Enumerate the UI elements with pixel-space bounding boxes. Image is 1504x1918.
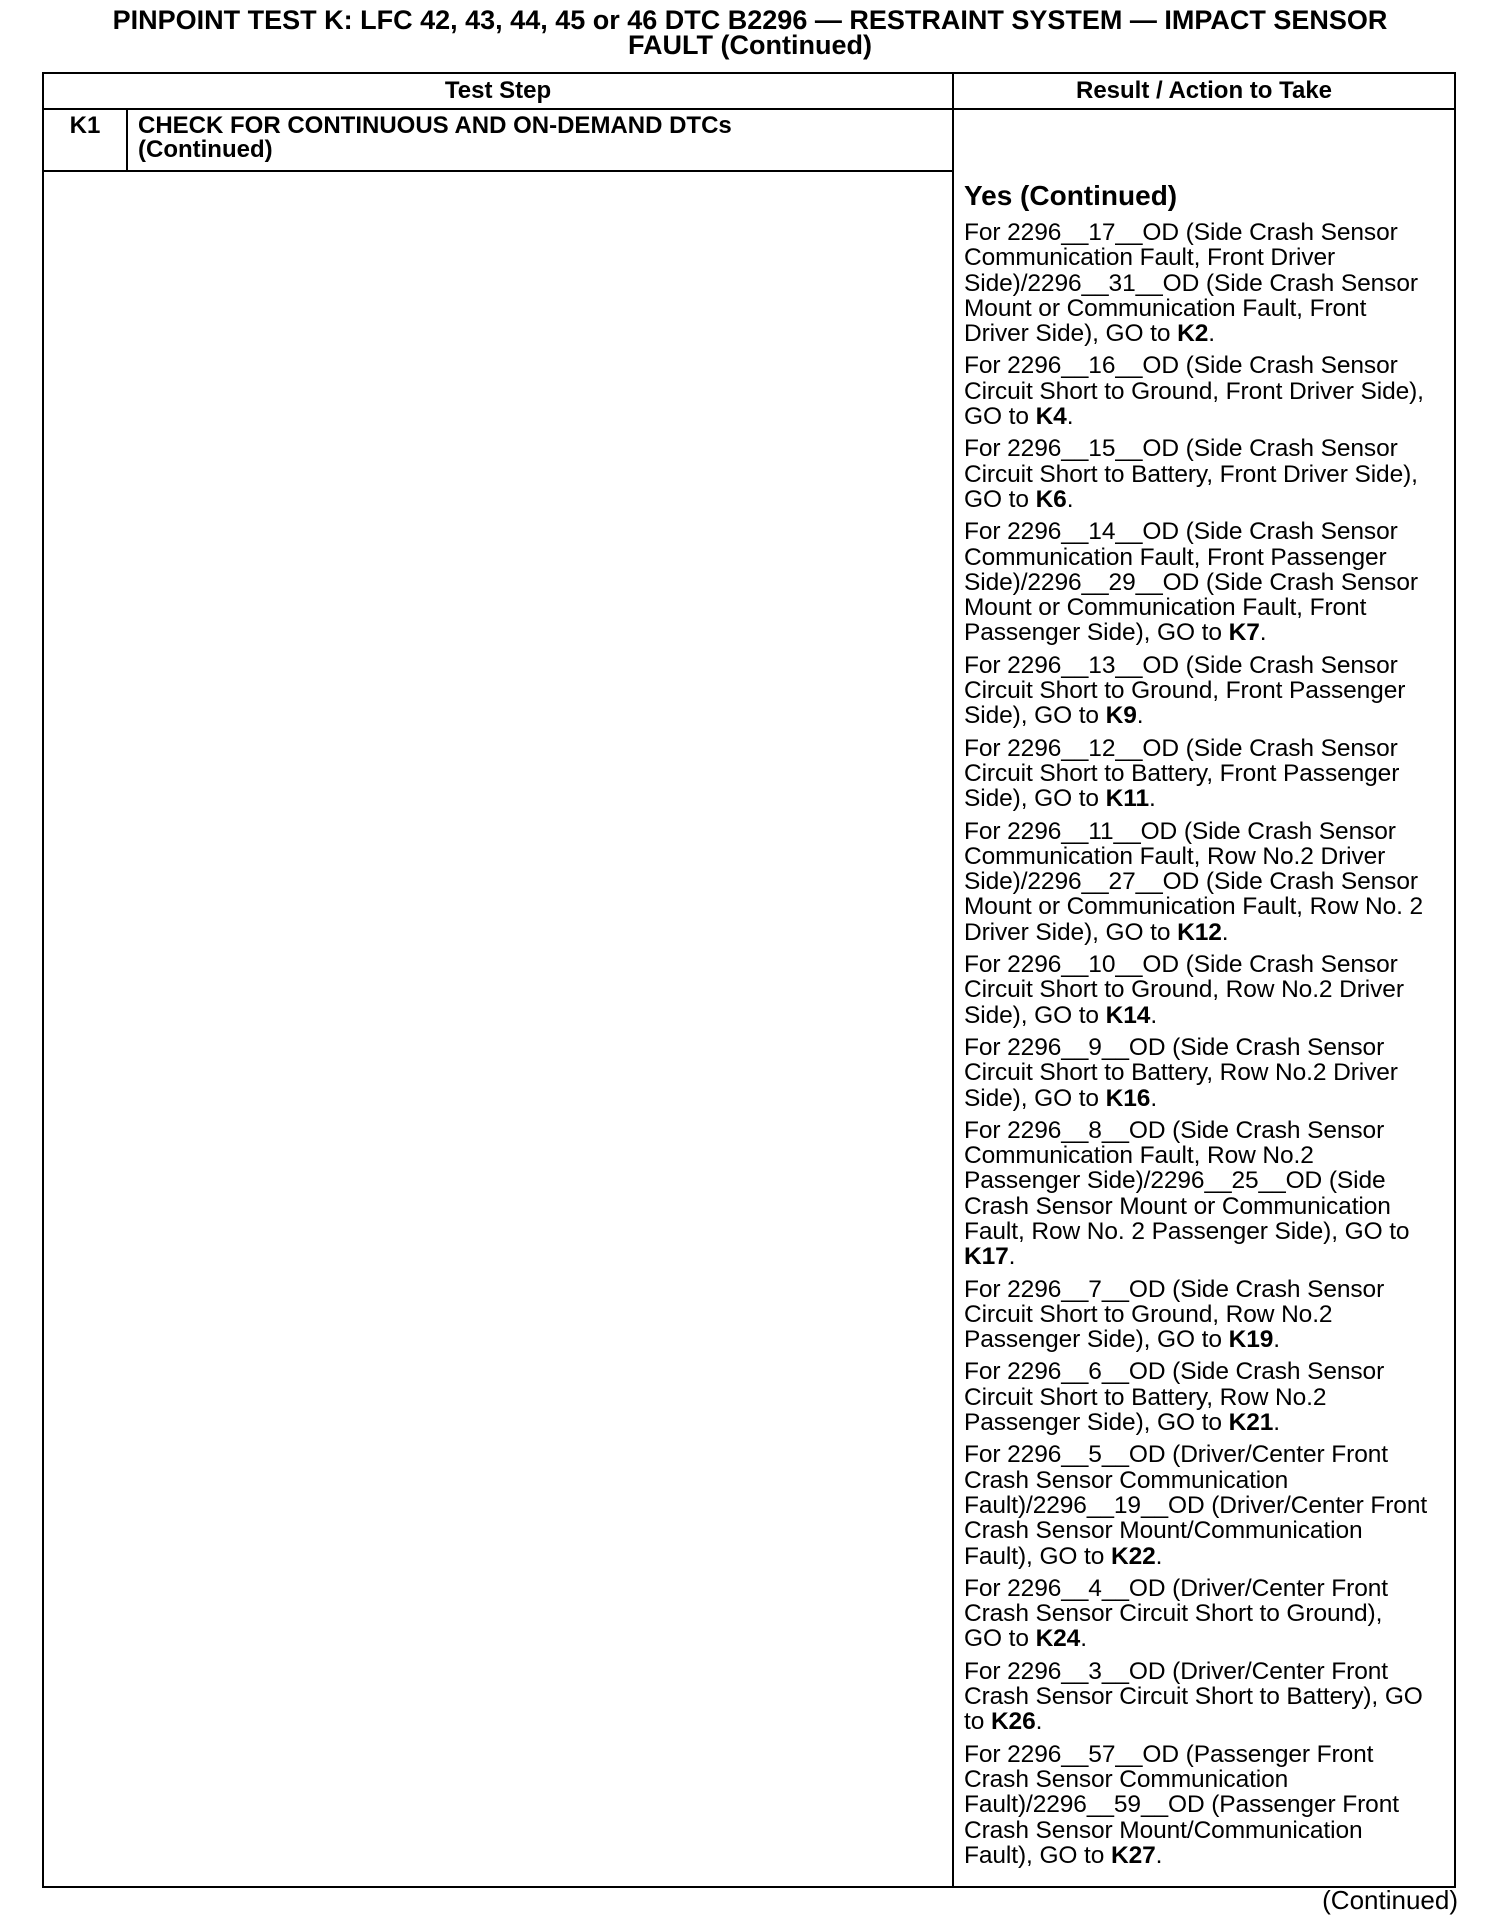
- result-entry-line: Driver Side), GO to K2.: [964, 320, 1215, 348]
- result-entry-text: Side), GO to: [964, 785, 1106, 813]
- result-entry-line: GO to K6.: [964, 485, 1074, 513]
- result-entry-text: Crash Sensor Circuit Short to Battery), GO: [964, 1683, 1423, 1711]
- result-entry-line: [964, 678, 1452, 703]
- result-entry-text: Circuit Short to Ground, Row No.2: [964, 1300, 1333, 1328]
- result-entry-text: For 2296__11__OD (Side Crash Sensor: [964, 817, 1396, 845]
- result-entry-text: Passenger Side), GO to: [964, 1409, 1229, 1437]
- result-entry-text: Side)/2296__29__OD (Side Crash Sensor: [964, 568, 1418, 596]
- result-entry-line: Fault), GO to K22.: [964, 1542, 1163, 1570]
- result-entry-text: Side), GO to: [964, 1001, 1106, 1029]
- result-entry-line: [964, 1359, 1452, 1384]
- step-id: K1: [69, 112, 101, 139]
- column-divider: [952, 74, 954, 1886]
- result-entry-line: [964, 869, 1452, 894]
- result-entry-line: Driver Side), GO to K12.: [964, 918, 1229, 946]
- result-entry: [964, 220, 1452, 346]
- result-entry: [964, 1659, 1452, 1735]
- title-line-1: PINPOINT TEST K: LFC 42, 43, 44, 45 or 46 DTC B2296 — RESTRAINT SYSTEM — IMPACT SENSOR: [112, 5, 1388, 35]
- go-to-step-ref: K6: [1035, 485, 1067, 513]
- result-entry-line: [964, 653, 1452, 678]
- go-to-step-ref: K4: [1035, 403, 1067, 431]
- result-entry-text: For 2296__9__OD (Side Crash Sensor: [964, 1033, 1385, 1061]
- result-entry-text: Driver Side), GO to: [964, 918, 1178, 946]
- result-entry-text: For 2296__4__OD (Driver/Center Front: [964, 1574, 1388, 1602]
- result-entry-text: For 2296__16__OD (Side Crash Sensor: [964, 352, 1398, 380]
- go-to-step-ref: K11: [1105, 785, 1149, 813]
- result-entry-text: For 2296__14__OD (Side Crash Sensor: [964, 518, 1398, 546]
- result-entry-text: Mount or Communication Fault, Row No. 2: [964, 893, 1424, 921]
- result-entry: [964, 1742, 1452, 1868]
- result-entry-text: For 2296__8__OD (Side Crash Sensor: [964, 1116, 1385, 1144]
- go-to-step-ref: K22: [1111, 1542, 1156, 1570]
- result-entry: [964, 1359, 1452, 1435]
- result-entry-line: [964, 245, 1452, 270]
- result-entry-line: Side), GO to K16.: [964, 1084, 1158, 1112]
- result-entry-text: Fault), GO to: [964, 1542, 1111, 1570]
- result-entry-line: [964, 296, 1452, 321]
- result-entry-text: GO to: [964, 485, 1036, 513]
- result-entry-line: [964, 462, 1452, 487]
- result-entry-line: [964, 1576, 1452, 1601]
- go-to-step-ref: K17: [964, 1243, 1009, 1271]
- result-entry-line: [964, 379, 1452, 404]
- go-to-step-ref: K27: [1111, 1841, 1156, 1869]
- result-entry-text: Passenger Side), GO to: [964, 619, 1229, 647]
- result-heading: Yes (Continued): [964, 180, 1178, 211]
- go-to-step-ref: K2: [1177, 320, 1209, 348]
- result-entry-text: For 2296__10__OD (Side Crash Sensor: [964, 951, 1398, 979]
- step-title: [138, 114, 938, 162]
- result-entry-line: [964, 1792, 1452, 1817]
- result-entry-text: For 2296__6__OD (Side Crash Sensor: [964, 1358, 1385, 1386]
- result-entry-line: [964, 545, 1452, 570]
- result-entry-line: [964, 1468, 1452, 1493]
- result-entry-text: Driver Side), GO to: [964, 320, 1178, 348]
- result-entry-text: Crash Sensor Circuit Short to Ground),: [964, 1600, 1383, 1628]
- go-to-step-ref: K21: [1228, 1409, 1274, 1437]
- result-entry-line: [964, 1168, 1452, 1193]
- go-to-step-ref: K16: [1105, 1084, 1151, 1112]
- result-entry-line: K17.: [964, 1243, 1016, 1271]
- result-entry: [964, 436, 1452, 512]
- result-entry-text: Circuit Short to Battery, Row No.2: [964, 1383, 1327, 1411]
- result-entry-line: Side), GO to K14.: [964, 1001, 1158, 1029]
- result-entry: [964, 1576, 1452, 1652]
- result-entry-text: Communication Fault, Front Driver: [964, 244, 1336, 272]
- result-entry-text: Mount or Communication Fault, Front: [964, 294, 1367, 322]
- step-id-divider: [126, 110, 128, 170]
- result-entry-text: Fault)/2296__59__OD (Passenger Front: [964, 1791, 1399, 1819]
- result-entry-line: [964, 1143, 1452, 1168]
- go-to-step-ref: K24: [1035, 1625, 1081, 1653]
- go-to-step-ref: K26: [990, 1708, 1036, 1736]
- go-to-step-ref: K9: [1105, 702, 1137, 730]
- result-entry-text: Fault, Row No. 2 Passenger Side), GO to: [964, 1217, 1410, 1245]
- result-entry: [964, 353, 1452, 429]
- result-entry-text: Side), GO to: [964, 1084, 1106, 1112]
- continued-note: (Continued): [1322, 1885, 1458, 1915]
- result-entry: [964, 1442, 1452, 1568]
- result-entry-text: to: [964, 1708, 991, 1736]
- result-entry-text: Mount or Communication Fault, Front: [964, 594, 1367, 622]
- result-entry-text: Circuit Short to Ground, Row No.2 Driver: [964, 976, 1404, 1004]
- result-entry-text: For 2296__7__OD (Side Crash Sensor: [964, 1275, 1385, 1303]
- result-entry-line: [964, 1742, 1452, 1767]
- result-entry-line: [964, 761, 1452, 786]
- result-entry-line: to K26.: [964, 1708, 1043, 1736]
- result-entry-line: [964, 1767, 1452, 1792]
- result-entry-text: Crash Sensor Mount or Communication: [964, 1192, 1391, 1220]
- result-entry: [964, 819, 1452, 945]
- result-entry-text: For 2296__5__OD (Driver/Center Front: [964, 1441, 1388, 1469]
- result-entry-text: Crash Sensor Communication: [964, 1765, 1289, 1793]
- result-entry-line: [964, 1601, 1452, 1626]
- result-entry-text: For 2296__12__OD (Side Crash Sensor: [964, 734, 1398, 762]
- result-entry-text: Communication Fault, Row No.2: [964, 1142, 1314, 1170]
- result-entry-text: Communication Fault, Front Passenger: [964, 543, 1387, 571]
- result-entry-line: Passenger Side), GO to K19.: [964, 1326, 1280, 1354]
- result-entry-line: [964, 1118, 1452, 1143]
- result-entry: [964, 519, 1452, 645]
- result-entry-text: For 2296__3__OD (Driver/Center Front: [964, 1657, 1388, 1685]
- result-entry-line: [964, 220, 1452, 245]
- result-entry: [964, 736, 1452, 812]
- go-to-step-ref: K14: [1105, 1001, 1151, 1029]
- result-entry-text: Crash Sensor Mount/Communication: [964, 1816, 1363, 1844]
- result-entry-line: Side), GO to K9.: [964, 702, 1144, 730]
- title-line-2: FAULT (Continued): [628, 30, 872, 60]
- header-test-step: Test Step: [444, 77, 552, 104]
- result-entry-text: Circuit Short to Ground, Front Passenger: [964, 677, 1406, 705]
- result-entry-text: GO to: [964, 403, 1036, 431]
- step-title-line-2: (Continued): [138, 136, 273, 163]
- result-entry: [964, 1035, 1452, 1111]
- result-entry-line: [964, 952, 1452, 977]
- result-entry-line: [964, 1277, 1452, 1302]
- step-row-divider: [44, 170, 954, 172]
- result-entry-line: [964, 1035, 1452, 1060]
- go-to-step-ref: K19: [1228, 1326, 1274, 1354]
- result-entry-line: [964, 1060, 1452, 1085]
- result-entry-line: [964, 1518, 1452, 1543]
- result-entry-line: [964, 1659, 1452, 1684]
- header-result-action: Result / Action to Take: [1075, 77, 1333, 104]
- result-entry-text: For 2296__57__OD (Passenger Front: [964, 1740, 1374, 1768]
- result-entry-line: [964, 353, 1452, 378]
- result-entry-line: [964, 271, 1452, 296]
- result-entry-text: Passenger Side), GO to: [964, 1326, 1229, 1354]
- result-entry-line: [964, 436, 1452, 461]
- result-entry-text: Side)/2296__27__OD (Side Crash Sensor: [964, 868, 1418, 896]
- result-entry-line: [964, 1818, 1452, 1843]
- result-entries: [964, 220, 1452, 1868]
- result-entry-line: Side), GO to K11.: [964, 785, 1156, 813]
- result-entry-line: [964, 1493, 1452, 1518]
- result-entry-line: GO to K24.: [964, 1625, 1087, 1653]
- go-to-step-ref: K7: [1228, 619, 1260, 647]
- result-entry-text: For 2296__13__OD (Side Crash Sensor: [964, 651, 1398, 679]
- result-column: [964, 178, 1452, 1875]
- result-entry: [964, 1118, 1452, 1270]
- result-entry: [964, 653, 1452, 729]
- result-entry-line: [964, 1385, 1452, 1410]
- result-entry: [964, 952, 1452, 1028]
- pinpoint-test-table: [42, 72, 1456, 1888]
- result-entry-text: For 2296__15__OD (Side Crash Sensor: [964, 435, 1398, 463]
- result-entry-line: [964, 1302, 1452, 1327]
- result-entry-text: Circuit Short to Ground, Front Driver Side),: [964, 377, 1424, 405]
- result-entry-line: [964, 1194, 1452, 1219]
- result-entry-line: [964, 819, 1452, 844]
- result-entry: [964, 1277, 1452, 1353]
- result-entry-text: Passenger Side)/2296__25__OD (Side: [964, 1167, 1386, 1195]
- result-entry-line: Fault), GO to K27.: [964, 1841, 1163, 1869]
- result-entry-text: Circuit Short to Battery, Row No.2 Driver: [964, 1059, 1398, 1087]
- result-entry-line: Passenger Side), GO to K21.: [964, 1409, 1280, 1437]
- result-entry-text: Fault)/2296__19__OD (Driver/Center Front: [964, 1491, 1428, 1519]
- result-entry-text: Communication Fault, Row No.2 Driver: [964, 842, 1386, 870]
- result-entry-line: [964, 736, 1452, 761]
- result-entry-line: [964, 844, 1452, 869]
- result-entry-text: Fault), GO to: [964, 1841, 1111, 1869]
- result-entry-text: Circuit Short to Battery, Front Driver Side),: [964, 460, 1418, 488]
- go-to-step-ref: K12: [1177, 918, 1222, 946]
- result-entry-text: Circuit Short to Battery, Front Passenger: [964, 759, 1400, 787]
- result-entry-line: [964, 1442, 1452, 1467]
- step-title-line-1: CHECK FOR CONTINUOUS AND ON-DEMAND DTCs: [138, 112, 732, 139]
- result-entry-line: [964, 1684, 1452, 1709]
- result-entry-line: [964, 595, 1452, 620]
- result-entry-text: For 2296__17__OD (Side Crash Sensor: [964, 219, 1398, 246]
- result-entry-line: GO to K4.: [964, 403, 1074, 431]
- result-entry-line: [964, 570, 1452, 595]
- result-entry-line: [964, 894, 1452, 919]
- result-entry-text: Crash Sensor Communication: [964, 1466, 1289, 1494]
- result-entry-text: Side), GO to: [964, 702, 1106, 730]
- page-title: [40, 5, 1460, 60]
- result-entry-text: Side)/2296__31__OD (Side Crash Sensor: [964, 269, 1418, 297]
- result-entry-line: Passenger Side), GO to K7.: [964, 619, 1267, 647]
- result-entry-line: [964, 519, 1452, 544]
- header-divider: [44, 108, 1454, 110]
- result-entry-line: [964, 977, 1452, 1002]
- result-entry-line: [964, 1219, 1452, 1244]
- result-entry-text: GO to: [964, 1625, 1036, 1653]
- result-entry-text: Crash Sensor Mount/Communication: [964, 1517, 1363, 1545]
